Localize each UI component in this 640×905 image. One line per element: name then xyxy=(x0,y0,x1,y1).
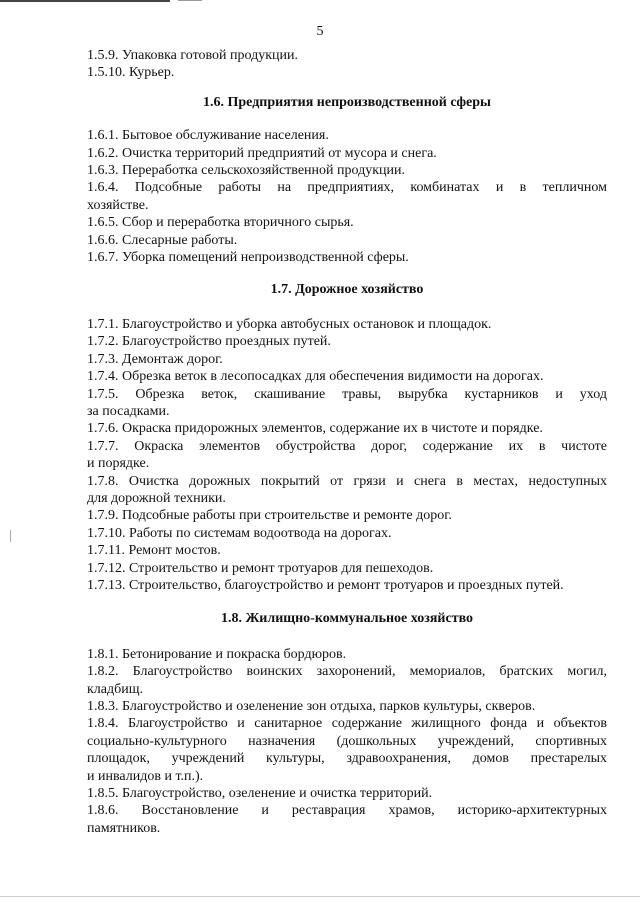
list-item: 1.6.6. Слесарные работы. xyxy=(87,232,238,248)
list-item: 1.6.5. Сбор и переработка вторичного сырья. xyxy=(87,215,354,231)
list-item-continuation: площадок, учреждений культуры, здравоохранения, домов престарелых xyxy=(87,751,607,767)
list-item-continuation: и инвалидов и т.п.). xyxy=(87,768,204,784)
list-item: 1.7.6. Окраска придорожных элементов, содержание их в чистоте и порядке. xyxy=(87,421,543,437)
list-item: 1.8.5. Благоустройство, озеленение и очистка территорий. xyxy=(87,786,433,802)
document-body xyxy=(87,47,607,837)
list-item: 1.8.6. Восстановление и реставрация храмов, историко-архитектурных xyxy=(87,803,607,819)
section-heading: 1.6. Предприятия непроизводственной сферы xyxy=(203,94,491,110)
list-item: 1.7.2. Благоустройство проездных путей. xyxy=(87,334,331,350)
list-item: 1.8.3. Благоустройство и озеленение зон отдыха, парков культуры, скверов. xyxy=(87,699,536,714)
scan-artifact-bottom xyxy=(0,896,640,897)
list-item: 1.6.3. Переработка сельскохозяйственной продукции. xyxy=(87,163,406,179)
list-item: 1.7.12. Строительство и ремонт тротуаров для пешеходов. xyxy=(87,560,434,576)
list-item: 1.7.4. Обрезка веток в лесопосадках для обеспечения видимости на дорогах. xyxy=(87,369,544,385)
list-item: 1.7.11. Ремонт мостов. xyxy=(87,543,221,559)
page-number: 5 xyxy=(316,24,324,39)
list-item: 1.7.1. Благоустройство и уборка автобусных остановок и площадок. xyxy=(87,316,492,332)
list-item: 1.6.2. Очистка территорий предприятий от мусора и снега. xyxy=(87,145,437,161)
list-item: 1.8.2. Благоустройство воинских захоронений, мемориалов, братских могил, xyxy=(87,664,607,680)
list-item-continuation: и порядке. xyxy=(87,456,150,472)
list-item: 1.7.8. Очистка дорожных покрытий от грязи и снега в местах, недоступных xyxy=(87,473,607,489)
list-item: 1.7.13. Строительство, благоустройство и ремонт тротуаров и проездных путей. xyxy=(87,577,564,593)
list-item-continuation: хозяйстве. xyxy=(87,197,149,213)
scan-artifact-top xyxy=(0,0,170,2)
list-item: 1.6.7. Уборка помещений непроизводственной сферы. xyxy=(87,250,409,266)
list-item: 1.8.1. Бетонирование и покраска бордюров. xyxy=(87,646,347,662)
section-heading: 1.7. Дорожное хозяйство xyxy=(270,282,424,298)
list-item: 1.6.1. Бытовое обслуживание населения. xyxy=(87,128,329,144)
list-item: 1.8.4. Благоустройство и санитарное содержание жилищного фонда и объектов xyxy=(87,716,607,732)
scan-artifact-mark xyxy=(178,0,202,1)
list-item: 1.7.5. Обрезка веток, скашивание травы, вырубка кустарников и уход xyxy=(87,386,607,402)
scan-artifact-edge xyxy=(10,530,11,542)
list-item: 1.7.3. Демонтаж дорог. xyxy=(87,351,223,367)
list-item: 1.5.10. Курьер. xyxy=(87,65,175,81)
list-item: 1.5.9. Упаковка готовой продукции. xyxy=(87,48,299,63)
list-item-continuation: памятников. xyxy=(87,820,161,836)
list-item: 1.7.10. Работы по системам водоотвода на дорогах. xyxy=(87,525,392,541)
list-item-continuation: за посадками. xyxy=(87,403,170,419)
list-item-continuation: кладбищ. xyxy=(87,681,144,697)
list-item: 1.7.7. Окраска элементов обустройства дорог, содержание их в чистоте xyxy=(87,438,607,454)
list-item: 1.7.9. Подсобные работы при строительстве и ремонте дорог. xyxy=(87,508,452,524)
list-item: 1.6.4. Подсобные работы на предприятиях, комбинатах и в тепличном xyxy=(87,180,607,196)
list-item-continuation: социально-культурного назначения (дошкольных учреждений, спортивных xyxy=(87,733,607,749)
section-heading: 1.8. Жилищно-коммунальное хозяйство xyxy=(220,611,474,627)
list-item-continuation: для дорожной техники. xyxy=(87,490,226,506)
